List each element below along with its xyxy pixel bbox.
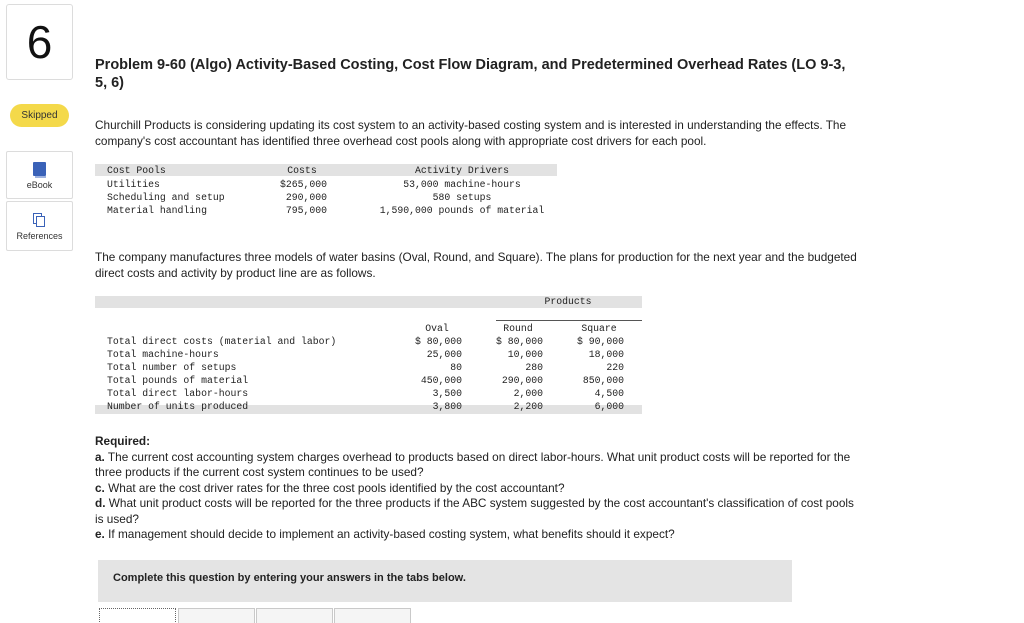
cell: 850,000: [582, 375, 624, 386]
cell: $ 90,000: [576, 336, 624, 347]
intro-paragraph: Churchill Products is considering updating its cost system to an activity-based costing system and is interested in understanding the effects. The company's cost accountant has identified three overhead cost pools along with appropriate cost drivers for each pool.: [95, 118, 847, 148]
required-heading: Required:: [95, 434, 151, 448]
status-badge: Skipped: [10, 104, 69, 127]
header-rule: [496, 320, 642, 321]
cell: 53,000 machine-hours: [403, 179, 521, 190]
row-label: Total machine-hours: [107, 349, 219, 360]
cell: 18,000: [588, 349, 624, 360]
cell: $ 80,000: [495, 336, 543, 347]
cell: 280: [525, 362, 543, 373]
table-row: [95, 374, 642, 387]
cell: 10,000: [507, 349, 543, 360]
cell: 580 setups: [432, 192, 492, 203]
products-group-header: Products: [544, 296, 592, 307]
tab-1[interactable]: [99, 608, 176, 623]
cell: 220: [606, 362, 624, 373]
header-cell: Cost Pools: [107, 165, 166, 176]
cell: 795,000: [285, 205, 327, 216]
cell: 3,500: [432, 388, 462, 399]
instructions-banner: Complete this question by entering your answers in the tabs below.: [98, 560, 792, 602]
cell: 25,000: [426, 349, 462, 360]
page-title: Problem 9-60 (Algo) Activity-Based Costing, Cost Flow Diagram, and Predetermined Overhead Rates (LO 9-3, 5, 6): [95, 57, 846, 91]
book-icon: [33, 162, 46, 176]
cell: 3,800: [432, 401, 462, 412]
row-label: Total direct labor-hours: [107, 388, 249, 399]
cell: 2,200: [513, 401, 543, 412]
references-icon: [33, 213, 46, 227]
column-header: Oval: [425, 323, 449, 334]
cell: $265,000: [279, 179, 327, 190]
cell: Material handling: [107, 205, 207, 216]
cell: 4,500: [594, 388, 624, 399]
tab-4[interactable]: [334, 608, 411, 623]
table-row: [95, 178, 557, 191]
required-item-a: a. The current cost accounting system charges overhead to products based on direct labor-hours. What unit product costs will be reported for the three products if the current cost system continues to be used?: [95, 449, 851, 479]
cell: Scheduling and setup: [107, 192, 225, 203]
table-row: [95, 361, 642, 374]
table-row: [95, 335, 642, 348]
cell: 2,000: [513, 388, 543, 399]
cell: $ 80,000: [414, 336, 462, 347]
table-row: [95, 387, 642, 400]
cell: 1,590,000 pounds of material: [379, 205, 545, 216]
row-label: Total direct costs (material and labor): [107, 336, 337, 347]
ebook-label: eBook: [26, 180, 53, 190]
row-label: Total pounds of material: [107, 375, 249, 386]
table-row: [95, 191, 557, 204]
row-label: Total number of setups: [107, 362, 237, 373]
products-table: [95, 296, 642, 414]
row-label: Number of units produced: [107, 401, 249, 412]
required-item-d: d. What unit product costs will be reported for the three products if the ABC system suggested by the cost accountant's classification of cost pools is used?: [95, 496, 854, 526]
ebook-button[interactable]: [6, 151, 73, 199]
column-header: Square: [581, 323, 617, 334]
tab-2[interactable]: [178, 608, 255, 623]
column-header: Round: [503, 323, 533, 334]
table-row: [95, 204, 557, 217]
references-button[interactable]: [6, 201, 73, 251]
table-row: [95, 400, 642, 413]
references-label: References: [16, 231, 63, 241]
required-section: [95, 434, 865, 543]
cell: 290,000: [501, 375, 543, 386]
cell: 450,000: [420, 375, 462, 386]
table-header-row: [95, 322, 642, 335]
cell: 6,000: [594, 401, 624, 412]
cell: Utilities: [107, 179, 160, 190]
cost-pools-table: [95, 164, 557, 222]
required-item-c: c. What are the cost driver rates for the three cost pools identified by the cost accountant?: [95, 480, 565, 495]
table-header-row: [95, 164, 557, 177]
cell: 80: [450, 362, 462, 373]
tab-3[interactable]: [256, 608, 333, 623]
header-cell: Costs: [287, 165, 317, 176]
header-cell: Activity Drivers: [414, 165, 510, 176]
cell: 290,000: [285, 192, 327, 203]
production-paragraph: The company manufactures three models of water basins (Oval, Round, and Square). The plans for production for the next year and the budgeted direct costs and activity by product line are as follows.: [95, 250, 857, 280]
table-row: [95, 348, 642, 361]
required-item-e: e. If management should decide to implement an activity-based costing system, what benefits should it expect?: [95, 527, 675, 541]
question-number: 6: [6, 4, 73, 80]
